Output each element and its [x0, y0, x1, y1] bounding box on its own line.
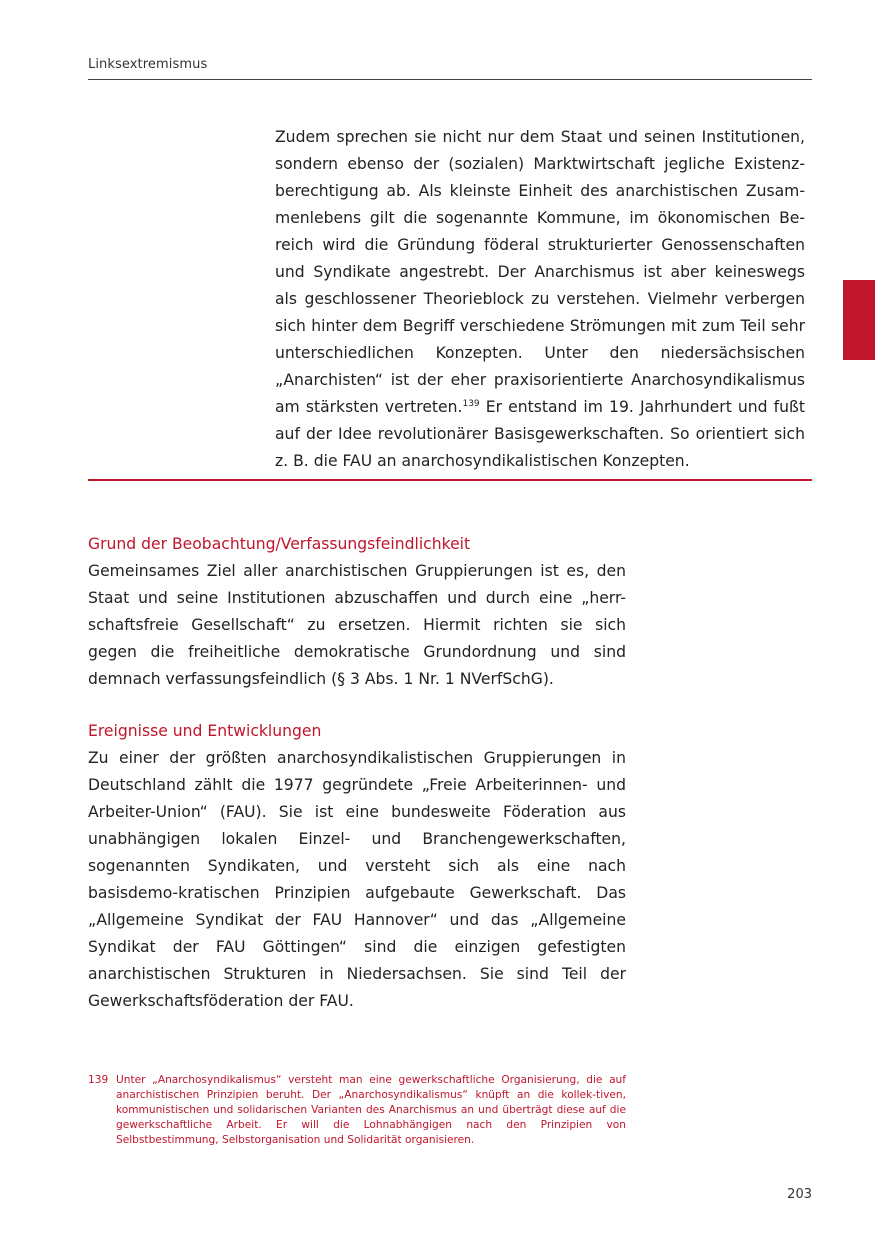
- footnote: [88, 1073, 626, 1148]
- section-heading: Ereignisse und Entwicklungen: [88, 722, 322, 740]
- section-body: Zu einer der größten anarchosyndikalistischen Gruppierungen in Deutschland zählt die 1977 gegründete „Freie Arbeiterinnen- und Arbeiter-Union“ (FAU). Sie ist eine bundesweite Föderation aus unabhängigen lokalen Einzel- und Branchengewerkschaften, sogenannten Syndikaten, und versteht sich als eine nach basisdemo-kratischen Prinzipien aufgebaute Gewerkschaft. Das „Allgemeine Syndikat der FAU Hannover“ und das „Allgemeine Syndikat der FAU Göttingen“ sind die einzigen gefestigten anarchistischen Strukturen in Niedersachsen. Sie sind Teil der Gewerkschaftsföderation der FAU.: [88, 749, 626, 1010]
- footnote-text: Unter „Anarchosyndikalismus“ versteht man eine gewerkschaftliche Organisierung, die auf anarchistischen Prinzipien beruht. Der „Anarchosyndikalismus“ knüpft an die kollek-tiven, kommunistischen und solidarischen Varianten des Anarchismus an und überträgt diese auf die gewerkschaftliche Arbeit. Er will die Lohnabhängigen nach den Prinzipien von Selbstbestimmung, Selbstorganisation und Solidarität organisieren.: [116, 1074, 626, 1146]
- info-box-text-start: Zudem sprechen sie nicht nur dem Staat und seinen Institutionen, sondern ebenso der (sozialen) Marktwirtschaft jegliche Existenz-berechtigung ab. Als kleinste Einheit des anarchistischen Zusam-menlebens gilt die sogenannte Kommune, im ökonomischen Be-reich wird die Gründung föderal strukturierter Genossenschaften und Syndikate angestrebt. Der Anarchismus ist aber keineswegs als geschlossener Theorieblock zu verstehen. Vielmehr verbergen sich hinter dem Begriff verschiedene Strömungen mit zum Teil sehr unterschiedlichen Konzepten. Unter den niedersächsischen „Anarchisten“ ist der eher praxisorientierte Anarchosyndikalismus am stärksten vertreten.: [275, 128, 805, 416]
- info-box-text-end: Er entstand im 19. Jahrhundert und fußt auf der Idee revolutionärer Basisgewerkschaften. So orientiert sich z. B. die FAU an anarchosyndikalistischen Konzepten.: [275, 398, 805, 470]
- header-divider: [88, 79, 812, 80]
- info-box-paragraph: [275, 124, 805, 475]
- footnote-reference[interactable]: 139: [462, 399, 480, 409]
- running-head-title: Linksextremismus: [88, 57, 208, 72]
- section-heading: Grund der Beobachtung/Verfassungsfeindlichkeit: [88, 535, 471, 553]
- info-box: [275, 124, 805, 475]
- section-ereignisse: [88, 718, 626, 1015]
- chapter-side-tab: [843, 280, 875, 360]
- page-number: 203: [787, 1187, 812, 1202]
- info-box-bottom-rule: [88, 479, 812, 481]
- section-body: Gemeinsames Ziel aller anarchistischen Gruppierungen ist es, den Staat und seine Institutionen abzuschaffen und durch eine „herr-schaftsfreie Gesellschaft“ zu ersetzen. Hiermit richten sie sich gegen die freiheitliche demokratische Grundordnung und sind demnach verfassungsfeindlich (§ 3 Abs. 1 Nr. 1 NVerfSchG).: [88, 562, 626, 688]
- footnote-number: 139: [88, 1074, 109, 1086]
- section-grund-der-beobachtung: [88, 531, 626, 693]
